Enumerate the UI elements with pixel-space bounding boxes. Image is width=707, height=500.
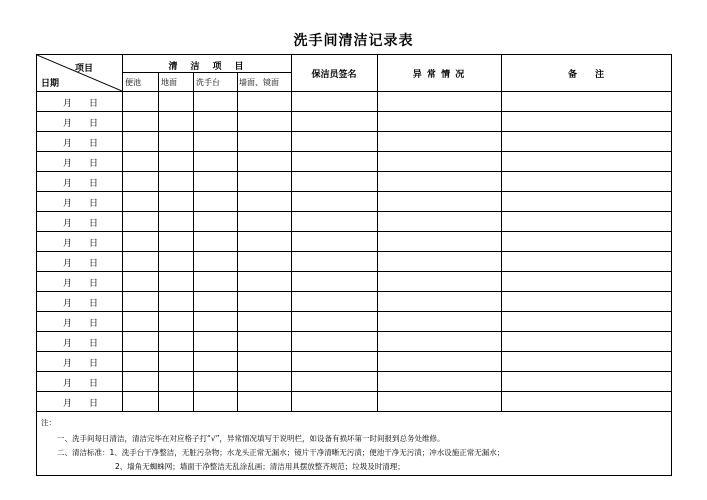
row-divider: [37, 171, 671, 172]
row-month-label: 月: [63, 239, 73, 249]
row-month-label: 月: [63, 379, 73, 389]
header-sub-floor: 地面: [161, 78, 177, 87]
header-cleaner-sign: 保洁员签名: [311, 70, 357, 80]
row-month-label: 月: [63, 319, 73, 329]
row-month-label: 月: [63, 179, 73, 189]
row-month-label: 月: [63, 139, 73, 149]
row-day-label: 日: [89, 139, 99, 149]
row-month-label: 月: [63, 299, 73, 309]
row-divider: [37, 131, 671, 132]
notes-line-3: 2、墙角无蜘蛛网；墙面干净整洁无乱涂乱画；清洁用具摆放整齐规范；垃圾及时清理；: [115, 462, 405, 471]
row-divider: [37, 211, 671, 212]
header-sub-toilet: 便池: [125, 78, 141, 87]
row-day-label: 日: [89, 399, 99, 409]
notes-line-2: 二、清洁标准：1、洗手台干净整洁，无脏污杂物；水龙头正常无漏水；镜片干净清晰无污渍；便池干净无污渍；冲水设施正常无漏水；: [57, 448, 505, 457]
row-month-label: 月: [63, 339, 73, 349]
row-month-label: 月: [63, 359, 73, 369]
row-divider: [37, 311, 671, 312]
row-divider: [37, 111, 671, 112]
header-sub-washbasin: 洗手台: [196, 78, 220, 87]
row-day-label: 日: [89, 379, 99, 389]
row-day-label: 日: [89, 299, 99, 309]
sub-column-divider: [193, 72, 194, 411]
cleaning-record-table: [36, 54, 672, 476]
row-day-label: 日: [89, 99, 99, 109]
header-sub-divider: [122, 72, 291, 73]
row-month-label: 月: [63, 199, 73, 209]
row-divider: [37, 351, 671, 352]
row-month-label: 月: [63, 259, 73, 269]
row-divider: [37, 391, 671, 392]
sub-column-divider: [237, 72, 238, 411]
row-day-label: 日: [89, 259, 99, 269]
row-day-label: 日: [89, 339, 99, 349]
row-divider: [37, 411, 671, 412]
row-month-label: 月: [63, 119, 73, 129]
row-month-label: 月: [63, 159, 73, 169]
row-divider: [37, 371, 671, 372]
column-divider: [291, 55, 292, 411]
page-title: 洗手间清洁记录表: [293, 33, 414, 49]
row-month-label: 月: [63, 399, 73, 409]
sub-column-divider: [158, 72, 159, 411]
row-day-label: 日: [89, 199, 99, 209]
row-day-label: 日: [89, 239, 99, 249]
column-divider: [122, 55, 123, 411]
header-abnormal: 异 常 情 况: [412, 70, 466, 80]
row-divider: [37, 151, 671, 152]
notes-line-1: 一、洗手间每日清洁，清洁完毕在对应格子打“√”，异常情况填写于说明栏，如设备有损坏第一时间报到总务处维修。: [57, 434, 445, 443]
row-divider: [37, 271, 671, 272]
column-divider: [377, 55, 378, 411]
header-clean-items: 清 洁 项 目: [168, 62, 246, 72]
row-day-label: 日: [89, 319, 99, 329]
row-month-label: 月: [63, 99, 73, 109]
row-day-label: 日: [89, 119, 99, 129]
row-month-label: 月: [63, 219, 73, 229]
row-day-label: 日: [89, 159, 99, 169]
notes-label: 注：: [41, 418, 56, 427]
header-remarks: 备 注: [567, 70, 604, 80]
row-divider: [37, 91, 671, 92]
header-corner-bottom: 日期: [41, 79, 60, 89]
row-divider: [37, 191, 671, 192]
row-divider: [37, 251, 671, 252]
row-day-label: 日: [89, 179, 99, 189]
row-divider: [37, 331, 671, 332]
header-sub-wall-mirror: 墙面、镜面: [239, 78, 279, 87]
row-divider: [37, 231, 671, 232]
header-corner-top: 项目: [75, 64, 94, 74]
row-day-label: 日: [89, 219, 99, 229]
row-month-label: 月: [63, 279, 73, 289]
column-divider: [501, 55, 502, 411]
row-day-label: 日: [89, 359, 99, 369]
row-day-label: 日: [89, 279, 99, 289]
row-divider: [37, 291, 671, 292]
